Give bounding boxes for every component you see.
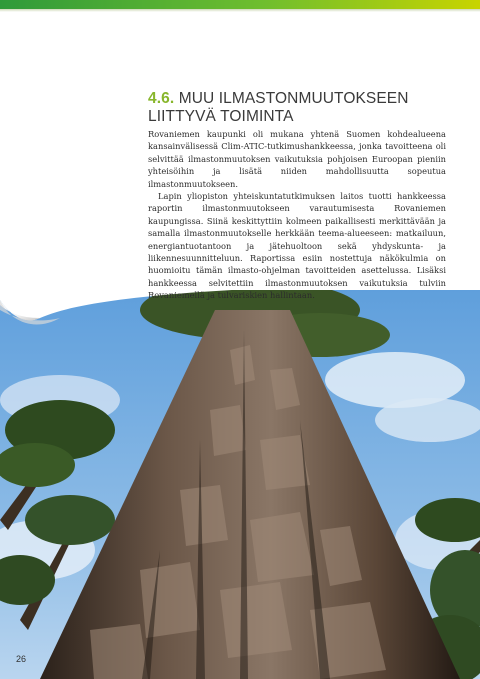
pine-tree-photo (0, 290, 480, 679)
section-title: MUU ILMASTONMUUTOKSEEN LIITTYVÄ TOIMINTA (148, 90, 409, 125)
section-heading (148, 90, 448, 126)
page-number: 26 (16, 654, 27, 664)
paragraph: Rovaniemen kaupunki oli mukana yhtenä Suomen kohdealueena kansainvälisessä Clim-ATIC-tutkimushankkeessa, jonka tavoitteena oli selvittää ilmastonmuutoksen vaikutuksia pohjoisen Euroopan pieniin yhteisöihin ja lisätä niiden mahdollisuutta sopeutua ilmastonmuutokseen. (148, 129, 446, 189)
paragraph: Lapin yliopiston yhteiskuntatutkimuksen laitos tuotti hankkeessa raportin ilmastonmuutokseen varautumisesta Rovaniemen kaupungissa. Siinä keskittyttiin kolmeen paikallisesti merkittävään ja samalla ilmastonmuutokselle herkkään teema-alueeseen: matkailuun, energiantuotantoon ja jätehuoltoon sekä yhdyskunta- ja liikennesuunnitteluun. Raportissa esiin nostettuja näkökulmia on huomioitu tämän ilmasto-ohjelman tavoitteiden asettelussa. Lisäksi hankkeessa selvitettiin ilmastonmuutoksen vaikutuksia tulviin Rovaniemellä ja tulvariskien hallintaan. (148, 191, 446, 301)
body-text (148, 128, 446, 302)
section-number: 4.6. (148, 90, 175, 107)
